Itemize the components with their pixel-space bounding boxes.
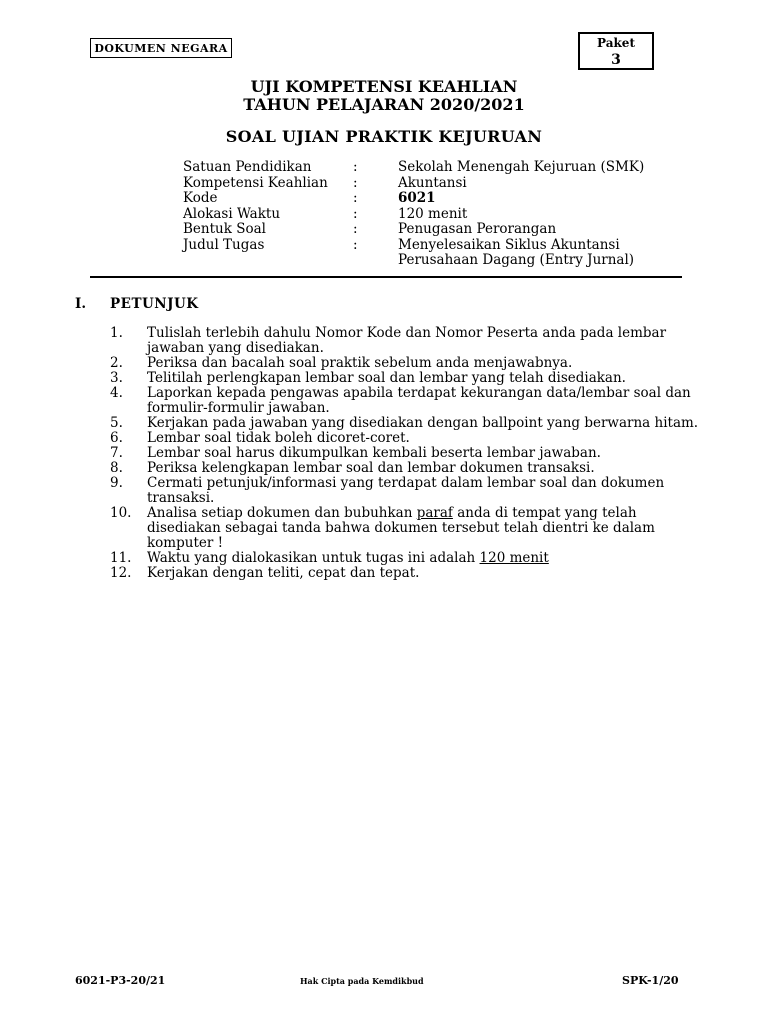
instruction-item xyxy=(110,566,702,581)
instruction-text xyxy=(147,356,702,371)
instruction-text-part: Analisa setiap dokumen dan bubuhkan xyxy=(147,505,417,521)
paket-label: Paket xyxy=(597,36,635,50)
exam-subtitle: SOAL UJIAN PRAKTIK KEJURUAN xyxy=(225,127,543,146)
instruction-item xyxy=(110,446,702,461)
info-value: Penugasan Perorangan xyxy=(398,221,557,237)
instruction-item xyxy=(110,461,702,476)
instruction-text-part: Telitilah perlengkapan lembar soal dan lembar yang telah disediakan. xyxy=(147,370,626,386)
instruction-text xyxy=(147,416,702,431)
instruction-number: 4. xyxy=(110,385,123,401)
instruction-text-part: Lembar soal harus dikumpulkan kembali beserta lembar jawaban. xyxy=(147,445,601,461)
instruction-text xyxy=(147,566,702,581)
info-colon: : xyxy=(353,205,358,222)
instruction-text xyxy=(147,371,702,386)
info-key: Kompetensi Keahlian xyxy=(183,174,328,191)
instruction-text xyxy=(147,326,702,356)
info-key: Satuan Pendidikan xyxy=(183,159,312,175)
info-row xyxy=(183,191,693,207)
instruction-text xyxy=(147,506,702,551)
instruction-number: 1. xyxy=(110,325,123,341)
instruction-text xyxy=(147,551,702,566)
info-row xyxy=(183,160,693,176)
info-key: Bentuk Soal xyxy=(183,221,266,237)
academic-year: TAHUN PELAJARAN 2020/2021 xyxy=(243,95,525,114)
instruction-item xyxy=(110,506,702,551)
instruction-number: 3. xyxy=(110,370,123,386)
footer-page-number: SPK-1/20 xyxy=(622,974,679,987)
instruction-text xyxy=(147,386,702,416)
instruction-text-part: Cermati petunjuk/informasi yang terdapat dalam lembar soal dan dokumen transaksi. xyxy=(147,475,665,506)
instruction-number: 12. xyxy=(110,565,132,581)
instruction-text-part: Laporkan kepada pengawas apabila terdapat kekurangan data/lembar soal dan formulir-formulir jawaban. xyxy=(147,385,691,416)
instruction-list xyxy=(110,326,702,581)
info-value: 120 menit xyxy=(398,205,468,222)
instruction-number: 10. xyxy=(110,505,132,521)
info-key: Judul Tugas xyxy=(183,236,265,253)
instruction-text-part: Waktu yang dialokasikan untuk tugas ini adalah xyxy=(147,550,480,566)
info-value: Menyelesaikan Siklus Akuntansi Perusahaan Dagang (Entry Jurnal) xyxy=(398,236,635,268)
info-colon: : xyxy=(353,174,358,191)
instruction-item xyxy=(110,326,702,356)
instruction-text-part: Periksa kelengkapan lembar soal dan lembar dokumen transaksi. xyxy=(147,460,595,476)
instruction-text xyxy=(147,476,702,506)
instruction-text-part: Lembar soal tidak boleh dicoret-coret. xyxy=(147,430,410,446)
document-classification-label: DOKUMEN NEGARA xyxy=(90,38,232,58)
info-key: Kode xyxy=(183,190,218,206)
instruction-number: 2. xyxy=(110,355,123,371)
instruction-item xyxy=(110,551,702,566)
info-row xyxy=(183,207,693,223)
footer-code: 6021-P3-20/21 xyxy=(75,974,166,987)
instruction-item xyxy=(110,356,702,371)
instruction-text-part: Periksa dan bacalah soal praktik sebelum anda menjawabnya. xyxy=(147,355,573,371)
info-key: Alokasi Waktu xyxy=(183,205,281,222)
section-title: PETUNJUK xyxy=(110,296,199,312)
info-colon: : xyxy=(353,236,358,253)
instruction-item xyxy=(110,371,702,386)
info-row xyxy=(183,238,693,269)
instruction-text-part: Tulislah terlebih dahulu Nomor Kode dan Nomor Peserta anda pada lembar jawaban yang disediakan. xyxy=(147,325,667,356)
paket-box xyxy=(578,32,654,70)
instruction-text xyxy=(147,446,702,461)
info-row xyxy=(183,176,693,192)
instruction-item xyxy=(110,476,702,506)
section-number: I. xyxy=(75,296,87,312)
instruction-number: 7. xyxy=(110,445,123,461)
info-colon: : xyxy=(353,190,358,206)
instruction-number: 5. xyxy=(110,415,123,431)
paket-number: 3 xyxy=(611,52,621,68)
exam-title: UJI KOMPETENSI KEAHLIAN xyxy=(250,77,518,96)
instruction-text xyxy=(147,431,702,446)
instruction-number: 6. xyxy=(110,430,123,446)
info-value: 6021 xyxy=(398,190,436,206)
info-row xyxy=(183,222,693,238)
instruction-underlined-text: paraf xyxy=(416,505,453,521)
exam-info-table xyxy=(183,160,693,269)
instruction-text-part: Kerjakan pada jawaban yang disediakan dengan ballpoint yang berwarna hitam. xyxy=(147,415,699,431)
instruction-text-part: Kerjakan dengan teliti, cepat dan tepat. xyxy=(147,565,420,581)
instruction-text xyxy=(147,461,702,476)
footer-copyright: Hak Cipta pada Kemdikbud xyxy=(300,976,424,986)
instruction-underlined-text: 120 menit xyxy=(479,550,549,566)
instruction-number: 11. xyxy=(110,550,132,566)
divider-line xyxy=(90,276,682,278)
info-colon: : xyxy=(353,221,358,237)
instruction-item xyxy=(110,416,702,431)
info-value: Akuntansi xyxy=(398,174,467,191)
info-colon: : xyxy=(353,159,358,175)
instruction-text-part: anda di tempat yang telah disediakan sebagai tanda bahwa dokumen tersebut telah dientri ke dalam komputer ! xyxy=(147,505,655,551)
instruction-number: 9. xyxy=(110,475,123,491)
instruction-number: 8. xyxy=(110,460,123,476)
instruction-item xyxy=(110,431,702,446)
info-value: Sekolah Menengah Kejuruan (SMK) xyxy=(398,159,645,175)
instruction-item xyxy=(110,386,702,416)
